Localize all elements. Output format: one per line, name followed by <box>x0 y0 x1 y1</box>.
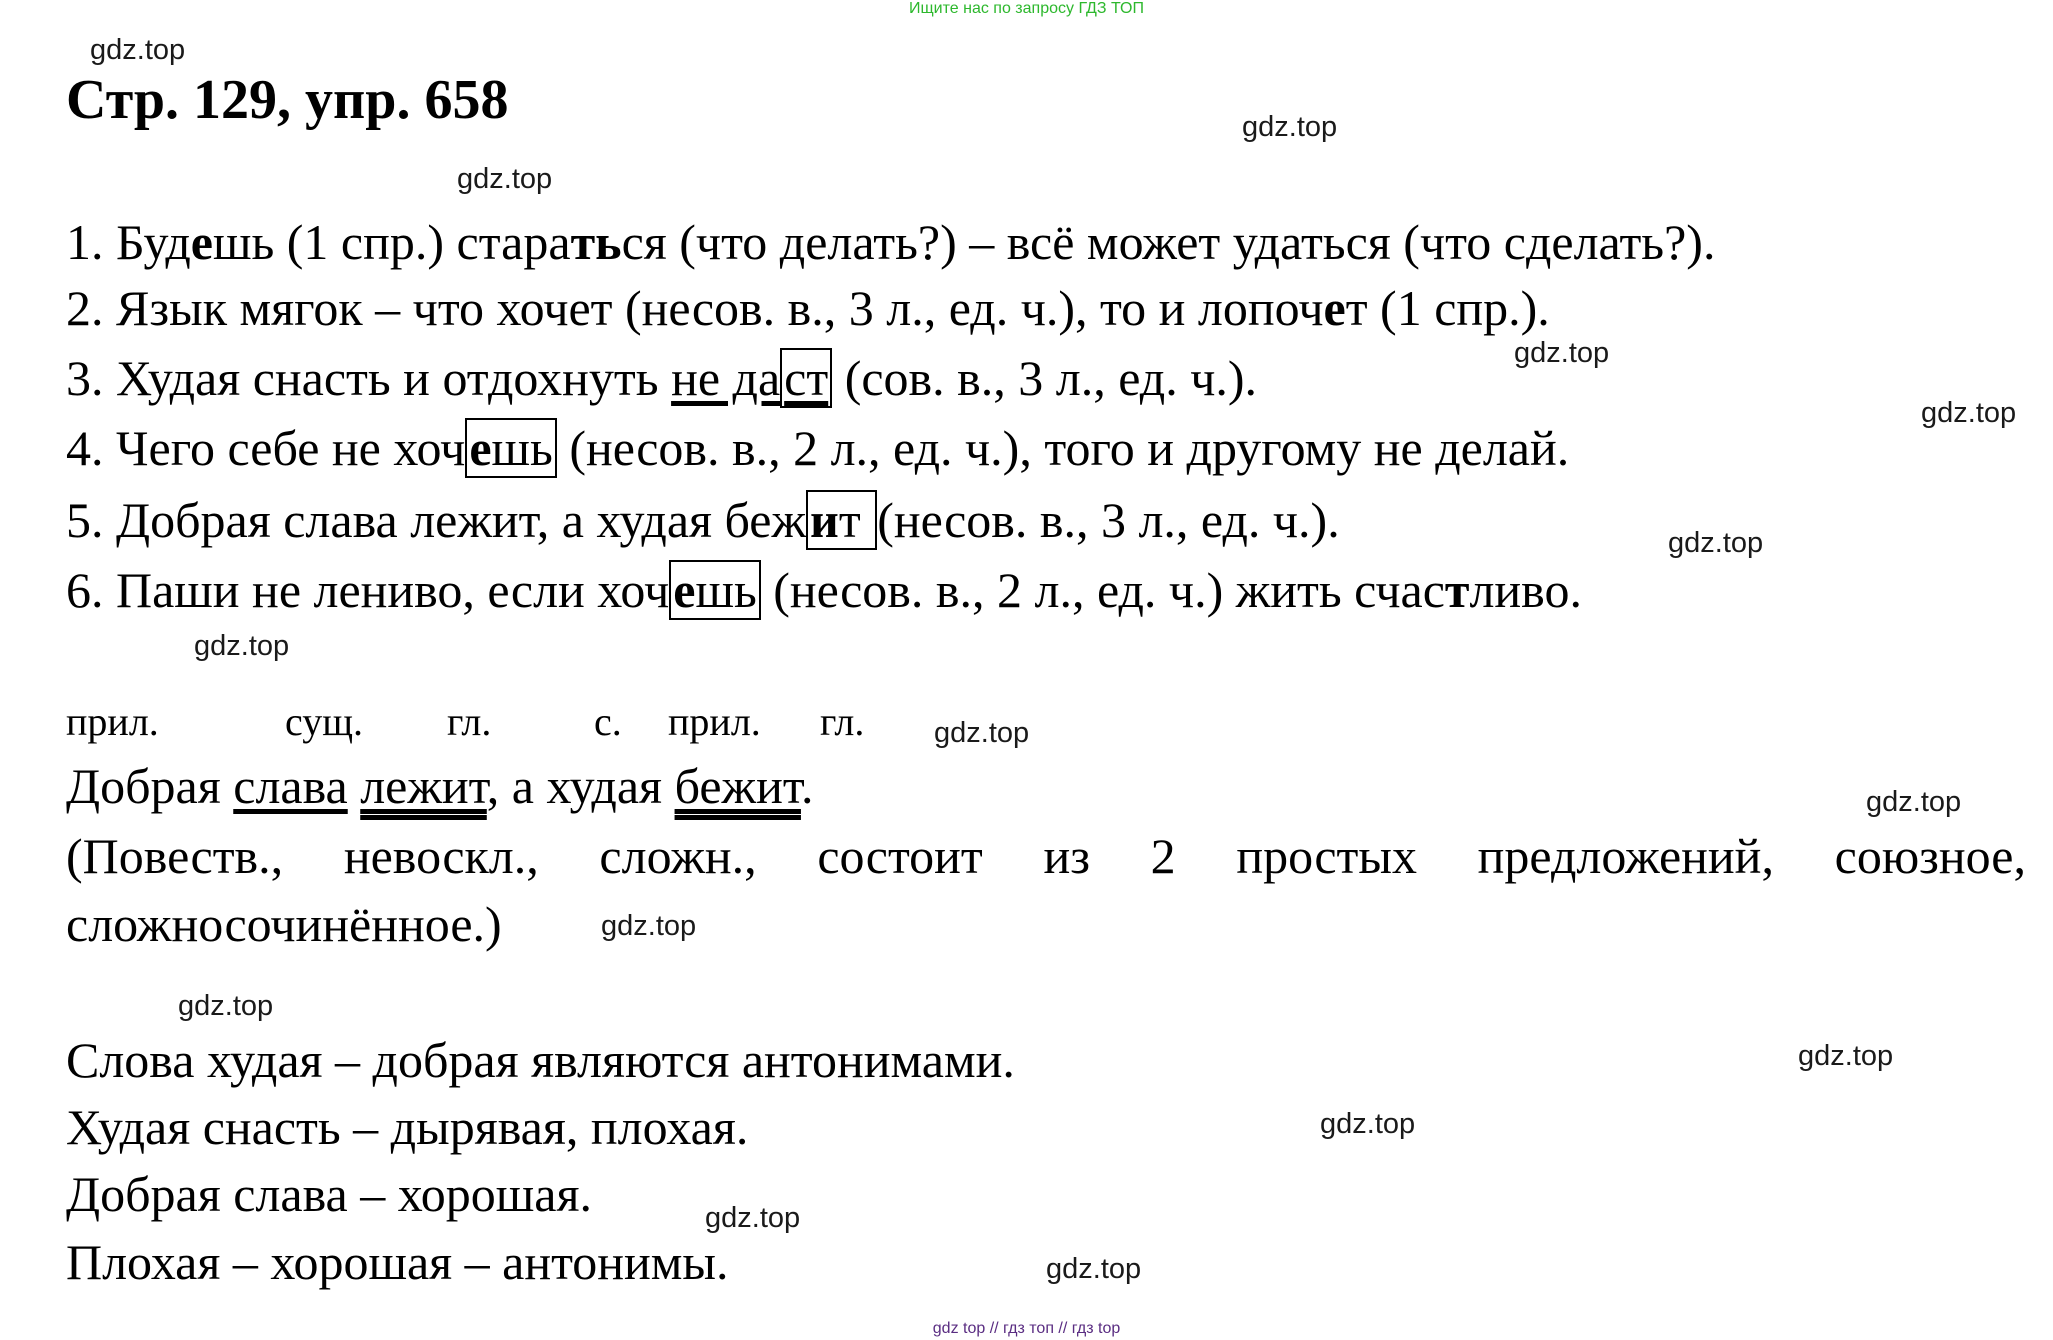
bottom-banner: gdz top // гдз топ // гдз top <box>932 1320 1121 1337</box>
watermark: gdz.top <box>1320 1108 1416 1140</box>
sentence-1 <box>66 212 1715 272</box>
watermark: gdz.top <box>1514 337 1610 369</box>
s3-ending-box: ст <box>780 348 832 408</box>
watermark: gdz.top <box>1046 1253 1142 1285</box>
note-3: Добрая слава – хорошая. <box>66 1166 593 1222</box>
sentence-description: (Повеств., невоскл., сложн., состоит из 2 простых предложений, союзное, сложносочинённое.) <box>66 828 2026 952</box>
note-1: Слова худая – добрая являются антонимами. <box>66 1032 1015 1088</box>
s2-text-a: 2. Язык мягок – что хочет (несов. в., 3 л., ед. ч.), то и лопоч <box>66 280 1324 336</box>
parsed-sentence <box>66 756 813 816</box>
watermark: gdz.top <box>90 34 186 66</box>
s6-ending-box <box>669 560 761 620</box>
watermark: gdz.top <box>1866 786 1962 818</box>
s4-text-d: (несов. в., 2 л., ед. ч.), того и другому не делай. <box>556 420 1570 476</box>
pos-label-verb-1: гл. <box>447 699 492 744</box>
s4-ending-box <box>465 418 557 478</box>
watermark: gdz.top <box>934 717 1030 749</box>
note-4: Плохая – хорошая – антонимы. <box>66 1234 729 1290</box>
sentence-5 <box>66 490 1340 550</box>
s4-text-a: 4. Чего себе не хоч <box>66 420 466 476</box>
s6-ending-rest: шь <box>695 562 757 618</box>
s3-predicate-stem: не да <box>671 350 781 406</box>
word-predicate-2: бежит <box>674 758 801 814</box>
pos-label-verb-2: гл. <box>820 699 865 744</box>
s1-highlight-t: ть <box>570 214 622 270</box>
s2-highlight-e: е <box>1323 280 1346 336</box>
sentence-4 <box>66 418 1569 478</box>
s1-text-a: 1. Буд <box>66 214 191 270</box>
s5-ending-box <box>806 490 877 550</box>
watermark: gdz.top <box>178 990 274 1022</box>
s1-text-e: ся (что делать?) – всё может удаться (что сделать?). <box>621 214 1716 270</box>
s5-ending-rest: т <box>838 492 874 548</box>
sentence-6 <box>66 560 1582 620</box>
s5-text-a: 5. Добрая слава лежит, а худая беж <box>66 492 807 548</box>
s4-ending-rest: шь <box>491 420 553 476</box>
s6-text-a: 6. Паши не лениво, если хоч <box>66 562 670 618</box>
word-conj: , а худая <box>486 758 675 814</box>
pos-label-adj-1: прил. <box>66 699 159 744</box>
watermark: gdz.top <box>1668 527 1764 559</box>
watermark: gdz.top <box>705 1202 801 1234</box>
watermark: gdz.top <box>1242 111 1338 143</box>
s4-highlight-e: е <box>469 420 492 476</box>
word-predicate-1: лежит <box>360 758 487 814</box>
s3-text-d: (сов. в., 3 л., ед. ч.). <box>832 350 1257 406</box>
top-banner: Ищите нас по запросу ГДЗ ТОП <box>909 0 1144 17</box>
s6-text-d: (несов. в., 2 л., ед. ч.) жить счас <box>760 562 1445 618</box>
watermark: gdz.top <box>1921 397 2017 429</box>
pos-label-conj: с. <box>594 699 622 744</box>
s2-text-c: т (1 спр.). <box>1345 280 1550 336</box>
pos-label-adj-2: прил. <box>668 699 761 744</box>
watermark: gdz.top <box>601 910 697 942</box>
s6-highlight-e: е <box>673 562 696 618</box>
watermark: gdz.top <box>457 163 553 195</box>
watermark: gdz.top <box>194 630 290 662</box>
s5-text-d: (несов. в., 3 л., ед. ч.). <box>877 492 1340 548</box>
page-title: Стр. 129, упр. 658 <box>66 69 509 131</box>
s5-highlight-i: и <box>810 492 839 548</box>
s6-text-f: ливо. <box>1469 562 1582 618</box>
watermark: gdz.top <box>1798 1040 1894 1072</box>
word-period: . <box>800 758 814 814</box>
s3-predicate <box>671 348 832 408</box>
s1-text-c: шь (1 спр.) стара <box>212 214 571 270</box>
note-2: Худая снасть – дырявая, плохая. <box>66 1099 749 1155</box>
s6-highlight-t: т <box>1444 562 1470 618</box>
sentence-3 <box>66 348 1257 408</box>
s3-text-a: 3. Худая снасть и отдохнуть <box>66 350 672 406</box>
word-dobraya: Добрая <box>66 758 234 814</box>
sentence-2 <box>66 278 1550 338</box>
word-subject: слава <box>233 758 348 814</box>
s1-highlight-e: е <box>190 214 213 270</box>
pos-label-noun: сущ. <box>285 699 364 744</box>
